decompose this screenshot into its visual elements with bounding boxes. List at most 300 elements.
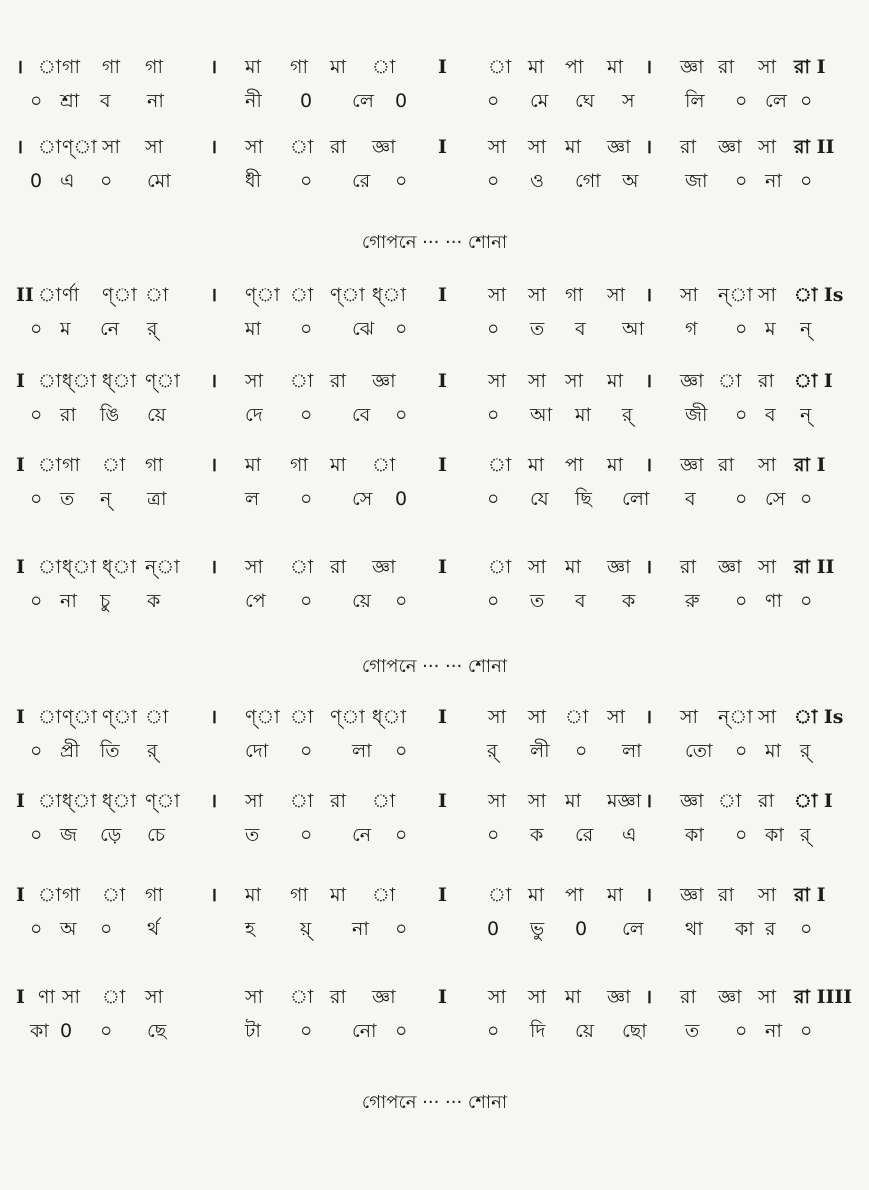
lyric-syllable: য়ে [147,404,166,426]
lyric-syllable: ০ [800,1020,813,1042]
lyric-syllable: জ [60,824,77,846]
bar-line: I [438,136,447,158]
bar-line: I [438,986,447,1008]
lyric-syllable: ত [245,824,260,846]
swara-note: সা [488,284,507,306]
lyric-syllable: ০ [30,90,43,112]
swara-note: ণ্া [245,706,280,728]
lyric-syllable: লে [765,90,787,112]
bar-line: । [210,790,218,812]
swara-note: সা [758,706,777,728]
swara-note: া [565,706,589,728]
lyric-syllable: ০ [300,318,313,340]
swara-note: ণ্া [102,706,137,728]
bar-line: I [16,556,25,578]
swara-note: জ্ঞা [680,370,704,392]
lyric-syllable: ছো [622,1020,647,1042]
swara-note: ণ্া [62,136,97,158]
swara-note: সা [102,136,121,158]
swara-note: মা [528,884,545,906]
swara-note: ন্া [145,556,180,578]
swara-note: া [372,56,396,78]
bar-line: । [16,136,24,158]
refrain-line: গোপনে ··· ··· শোনা [361,232,508,253]
lyric-syllable: ত [60,488,75,510]
lyric-syllable: ব [575,318,586,340]
lyric-syllable: ক [147,590,161,612]
lyric-syllable: ঘে [575,90,595,112]
swara-note: গা [145,56,163,78]
lyric-syllable: সে [352,488,373,510]
lyric-syllable: র্ [487,740,498,762]
swara-note: সা [758,136,777,158]
swara-note: গা [62,884,80,906]
swara-note: া [38,454,62,476]
swara-note: সা [607,706,626,728]
lyric-syllable: লে [352,90,374,112]
bar-line: I [438,706,447,728]
lyric-row [0,84,869,124]
swara-note: মা [565,556,582,578]
swara-note: সা [758,556,777,578]
lyric-syllable: ০ [735,318,748,340]
lyric-syllable: ০ [30,590,43,612]
lyric-syllable: জী [685,404,708,426]
bar-line: । [210,284,218,306]
swara-note: া [488,884,512,906]
swara-note: মা [330,56,347,78]
lyric-syllable: ক [622,590,636,612]
swara-note: ধ্া [102,556,136,578]
swara-note: া [372,884,396,906]
bar-line: রা II [794,136,835,158]
swara-note: সা [488,136,507,158]
bar-line: । [645,136,653,158]
lyric-syllable: ০ [30,740,43,762]
swara-note: ধ্া [62,790,96,812]
lyric-syllable: র [765,918,776,940]
swara-note: ণ্া [330,706,365,728]
swara-note: া [38,284,62,306]
lyric-syllable: অ [60,918,77,940]
lyric-syllable: 0 [395,488,408,510]
swara-note: ণ্া [62,706,97,728]
swara-note: গা [290,56,308,78]
swara-note: গা [145,454,163,476]
swara-note: পা [565,56,584,78]
lyric-syllable: দি [530,1020,546,1042]
lyric-syllable: ০ [735,1020,748,1042]
swara-note: ধ্া [62,370,96,392]
lyric-syllable: ম [60,318,71,340]
lyric-syllable: অ [622,170,639,192]
swara-note: জ্ঞা [718,556,742,578]
lyric-syllable: র্ [147,740,158,762]
lyric-syllable: ০ [487,590,500,612]
swara-note: া [38,56,62,78]
swara-note: া [145,284,169,306]
swara-note: জ্ঞা [372,556,396,578]
lyric-syllable: ০ [100,918,113,940]
lyric-syllable: 0 [487,918,500,940]
swara-note: া [372,790,396,812]
swara-note: সা [758,884,777,906]
bar-line: I [438,370,447,392]
bar-line: । [210,136,218,158]
swara-note: র্ণা [62,284,79,306]
lyric-syllable: 0 [575,918,588,940]
swara-note: ন্া [718,284,753,306]
swara-note: জ্ঞা [372,136,396,158]
swara-note: া [290,556,314,578]
swara-note: জ্ঞা [607,556,631,578]
lyric-syllable: ০ [300,824,313,846]
lyric-syllable: ০ [300,170,313,192]
swara-note: মজ্ঞা [607,790,642,812]
lyric-syllable: ম [765,318,776,340]
lyric-syllable: ছে [147,1020,167,1042]
lyric-syllable: প্রী [60,740,80,762]
swara-note: মা [528,56,545,78]
swara-note: রা [718,454,734,476]
swara-note: গা [290,884,308,906]
lyric-syllable: ০ [30,918,43,940]
bar-line: I [16,884,25,906]
bar-line: । [645,790,653,812]
lyric-syllable: ০ [395,824,408,846]
lyric-syllable: ০ [300,740,313,762]
swara-note: া [290,706,314,728]
swara-note: মা [607,884,624,906]
lyric-syllable: আ [530,404,553,426]
lyric-syllable: রে [575,824,594,846]
bar-line: I [16,370,25,392]
lyric-syllable: ল [245,488,260,510]
swara-note: সা [758,454,777,476]
swara-note: া [102,884,126,906]
swara-note: া [290,370,314,392]
swara-note: া [488,556,512,578]
lyric-syllable: ত [530,318,545,340]
lyric-syllable: ০ [395,918,408,940]
lyric-syllable: নে [352,824,372,846]
swara-note: া [718,370,742,392]
swara-note: রা [758,370,774,392]
swara-note: সা [245,370,264,392]
bar-line: । [645,706,653,728]
swara-note: রা [680,986,696,1008]
swara-note: া [718,790,742,812]
lyric-row [0,164,869,204]
swara-note: সা [680,706,699,728]
lyric-syllable: ০ [30,488,43,510]
swara-note: রা [330,986,346,1008]
lyric-syllable: ০ [300,590,313,612]
lyric-syllable: সে [765,488,786,510]
lyric-syllable: না [60,590,77,612]
lyric-syllable: 0 [60,1020,73,1042]
swara-note: মা [245,884,262,906]
lyric-syllable: মা [765,740,782,762]
lyric-syllable: গ [685,318,698,340]
lyric-syllable: লো [622,488,650,510]
swara-note: সা [528,370,547,392]
bar-line: া I [794,370,833,392]
bar-line: । [645,370,653,392]
lyric-syllable: ঙি [100,404,120,426]
bar-line: রা II [794,556,835,578]
lyric-syllable: ০ [735,590,748,612]
swara-note: রা [680,556,696,578]
bar-line: । [645,986,653,1008]
refrain-line: গোপনে ··· ··· শোনা [361,1092,508,1113]
lyric-syllable: ০ [487,404,500,426]
swara-note: রা [680,136,696,158]
bar-line: রা IIII [794,986,853,1008]
swara-note: মা [607,454,624,476]
lyric-syllable: ০ [30,824,43,846]
bar-line: । [16,56,24,78]
bar-line: া Is [794,706,844,728]
bar-line: া I [794,790,833,812]
swara-note: সা [488,706,507,728]
swara-note: সা [528,136,547,158]
swara-note: জ্ঞা [607,136,631,158]
swara-note: গা [145,884,163,906]
swara-note: সা [145,136,164,158]
lyric-syllable: য়ে [575,1020,594,1042]
lyric-syllable: লি [685,90,705,112]
lyric-syllable: ক [530,824,544,846]
lyric-syllable: র্ [800,824,811,846]
lyric-syllable: ০ [395,318,408,340]
lyric-syllable: ০ [800,488,813,510]
lyric-row [0,734,869,774]
swara-note: সা [528,556,547,578]
bar-line: । [645,454,653,476]
lyric-syllable: থা [685,918,703,940]
swara-note: ধ্া [372,284,406,306]
bar-line: I [438,884,447,906]
bar-line: I [438,454,447,476]
lyric-syllable: ০ [487,1020,500,1042]
swara-note: ধ্া [102,370,136,392]
bar-line: । [645,56,653,78]
bar-line: । [645,884,653,906]
lyric-syllable: রা [60,404,76,426]
swara-note: া [372,454,396,476]
lyric-syllable: ব [575,590,586,612]
lyric-row [0,818,869,858]
lyric-syllable: আ [622,318,645,340]
lyric-syllable: ড়ে [100,824,122,846]
lyric-syllable: ০ [800,918,813,940]
lyric-row [0,482,869,522]
bar-line: । [210,454,218,476]
lyric-syllable: ০ [300,488,313,510]
swara-note: া [488,454,512,476]
swara-note: সা [145,986,164,1008]
lyric-syllable: যে [530,488,549,510]
swara-note: গা [102,56,120,78]
swara-note: া [145,706,169,728]
bar-line: I [16,790,25,812]
lyric-syllable: 0 [395,90,408,112]
lyric-syllable: তি [100,740,120,762]
swara-note: গা [565,284,583,306]
lyric-syllable: ত [530,590,545,612]
lyric-syllable: ০ [800,170,813,192]
swara-note: মা [565,790,582,812]
lyric-syllable: নে [100,318,120,340]
swara-note: সা [758,284,777,306]
bar-line: । [645,556,653,578]
lyric-row [0,584,869,624]
lyric-syllable: ০ [30,404,43,426]
swara-note: মা [607,370,624,392]
swara-note: মা [245,56,262,78]
lyric-syllable: ন্ [800,404,812,426]
lyric-syllable: লা [622,740,642,762]
lyric-syllable: হ [245,918,255,940]
swara-note: রা [758,790,774,812]
swara-note: া [38,556,62,578]
swara-note: া [38,790,62,812]
lyric-syllable: ০ [735,404,748,426]
lyric-syllable: ব [765,404,776,426]
swara-note: মা [528,454,545,476]
swara-note: া [38,884,62,906]
swara-note: া [102,986,126,1008]
swara-note: মা [565,136,582,158]
lyric-syllable: ০ [487,824,500,846]
lyric-syllable: ধী [245,170,262,192]
lyric-syllable: চে [147,824,165,846]
lyric-syllable: এ [622,824,637,846]
lyric-syllable: নো [352,1020,377,1042]
swara-note: া [290,284,314,306]
bar-line: I [438,56,447,78]
swara-note: া [290,790,314,812]
lyric-syllable: ঝে [352,318,375,340]
lyric-syllable: লী [530,740,550,762]
swara-note: সা [62,986,81,1008]
lyric-syllable: মা [245,318,262,340]
swara-note: জ্ঞা [680,790,704,812]
lyric-syllable: না [352,918,369,940]
swara-note: মা [565,986,582,1008]
lyric-syllable: ০ [395,590,408,612]
lyric-syllable: রে [352,170,371,192]
swara-note: ণ্া [330,284,365,306]
lyric-syllable: ও [530,170,544,192]
lyric-syllable: ০ [487,90,500,112]
lyric-syllable: নী [245,90,262,112]
lyric-syllable: ত্রা [147,488,167,510]
lyric-row [0,912,869,952]
swara-note: গা [62,56,80,78]
lyric-syllable: র্ [800,740,811,762]
swara-note: সা [245,986,264,1008]
lyric-syllable: জা [685,170,708,192]
lyric-syllable: র্ [622,404,633,426]
lyric-syllable: ০ [395,170,408,192]
swara-note: জ্ঞা [718,986,742,1008]
lyric-syllable: ০ [487,170,500,192]
lyric-syllable: ন্ [800,318,812,340]
bar-line: া Is [794,284,844,306]
swara-note: ণ্া [145,370,180,392]
lyric-syllable: ব [685,488,696,510]
lyric-syllable: রু [685,590,700,612]
bar-line: রা I [794,884,826,906]
swara-note: সা [488,370,507,392]
lyric-syllable: ০ [735,740,748,762]
bar-line: I [16,986,25,1008]
swara-note: া [38,370,62,392]
swara-note: সা [528,706,547,728]
swara-note: জ্ঞা [607,986,631,1008]
lyric-syllable: ০ [300,404,313,426]
swara-note: া [38,136,62,158]
swara-note: গা [290,454,308,476]
swara-note: জ্ঞা [372,370,396,392]
lyric-syllable: ০ [30,318,43,340]
lyric-syllable: ছি [575,488,592,510]
lyric-syllable: চু [100,590,111,612]
bar-line: । [210,884,218,906]
swara-note: ধ্া [62,556,96,578]
lyric-syllable: ০ [735,824,748,846]
swara-note: সা [680,284,699,306]
lyric-syllable: না [765,170,782,192]
swara-note: সা [565,370,584,392]
lyric-syllable: ০ [395,404,408,426]
lyric-syllable: পে [245,590,266,612]
swara-note: পা [565,884,584,906]
lyric-syllable: কা [30,1020,49,1042]
bar-line: । [210,370,218,392]
lyric-syllable: ০ [487,488,500,510]
lyric-syllable: দে [245,404,263,426]
swara-note: ণ্া [145,790,180,812]
swara-note: মা [245,454,262,476]
lyric-syllable: লা [352,740,372,762]
lyric-row [0,312,869,352]
swara-note: সা [245,136,264,158]
swara-note: া [38,706,62,728]
lyric-syllable: য়ে [352,590,371,612]
lyric-syllable: 0 [300,90,313,112]
bar-line: I [438,284,447,306]
lyric-syllable: এ [60,170,75,192]
lyric-syllable: র্ [147,318,158,340]
swara-note: সা [607,284,626,306]
lyric-syllable: ণা [765,590,782,612]
swara-note: জ্ঞা [680,884,704,906]
swara-note: ণ্া [102,284,137,306]
swara-note: জ্ঞা [680,454,704,476]
swara-note: রা [330,136,346,158]
lyric-syllable: কা [735,918,754,940]
lyric-syllable: ০ [100,1020,113,1042]
lyric-syllable: ০ [395,1020,408,1042]
lyric-syllable: দো [245,740,269,762]
swara-note: া [290,136,314,158]
lyric-syllable: ০ [735,90,748,112]
lyric-syllable: ০ [800,90,813,112]
lyric-syllable: তো [685,740,713,762]
